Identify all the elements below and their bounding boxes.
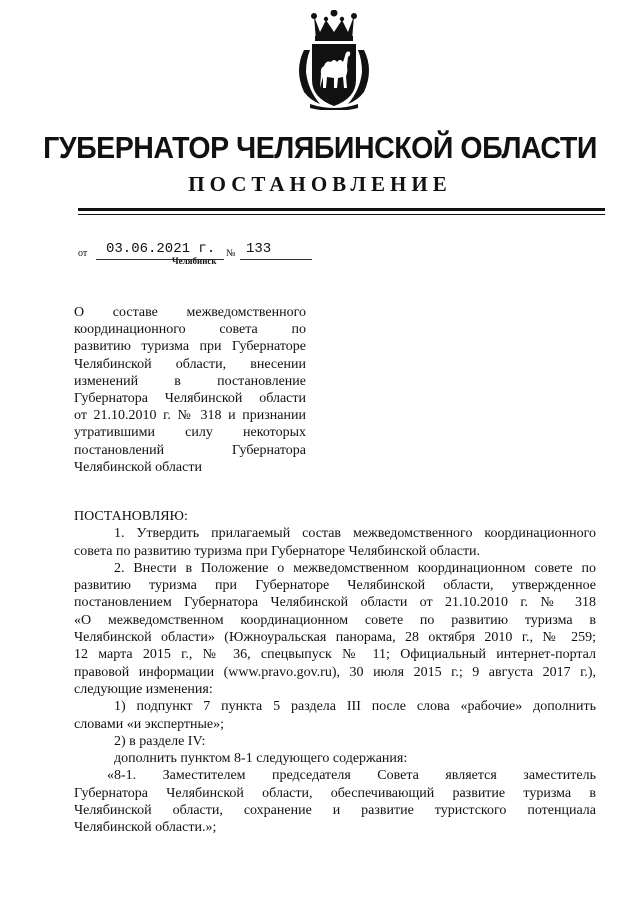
document-body	[74, 508, 596, 837]
number-underline	[240, 259, 312, 260]
body-line: Челябинской области» (Южноуральская панорама, 28 октября 2010 г., № 259;	[74, 630, 596, 646]
document-city: Челябинск	[172, 256, 217, 266]
body-line: постановлением Губернатора Челябинской области от 21.10.2010 г. № 318	[74, 595, 596, 611]
subject-line: постановлений Губернатора	[74, 442, 306, 458]
number-label: №	[226, 248, 236, 259]
subject-line: координационного совета по	[74, 322, 306, 338]
body-line: следующие изменения:	[74, 681, 213, 697]
body-line: 2) в разделе IV:	[114, 733, 206, 749]
header-rule-thin	[78, 214, 605, 215]
subject-line: Челябинской области	[74, 459, 202, 475]
subject-line: утратившими силу некоторых	[74, 425, 306, 441]
document-type: ПОСТАНОВЛЕНИЕ	[188, 172, 452, 196]
document-date: 03.06.2021 г.	[106, 241, 216, 257]
body-line: 12 марта 2015 г., № 36, спецвыпуск № 11; Официальный интернет-портал	[74, 647, 596, 663]
from-label: от	[78, 248, 88, 259]
governor-title: ГУБЕРНАТОР ЧЕЛЯБИНСКОЙ ОБЛАСТИ	[43, 130, 597, 165]
subject-line: Губернатора Челябинской области	[74, 391, 306, 407]
body-line: «О межведомственном координационном совете по развитию туризма в	[74, 612, 596, 628]
body-line: дополнить пунктом 8-1 следующего содержания:	[114, 751, 408, 767]
document-number: 133	[246, 241, 272, 257]
body-line: развитию туризма при Губернаторе Челябинской области, утвержденное	[74, 578, 596, 594]
subject-line: развитию туризма при Губернаторе	[74, 339, 306, 355]
body-line: правовой информации (www.pravo.gov.ru), 30 июля 2015 г.; 9 августа 2017 г.),	[74, 664, 596, 680]
header-rule-thick	[78, 208, 605, 211]
body-line: Челябинской области, сохранение и развитие туристского потенциала	[74, 803, 596, 819]
body-line: Челябинской области.»;	[74, 820, 217, 836]
body-line: 1. Утвердить прилагаемый состав межведомственного координационного	[114, 526, 596, 542]
document-subject	[74, 304, 306, 476]
body-line: совета по развитию туризма при Губернаторе Челябинской области.	[74, 543, 481, 559]
subject-line: О составе межведомственного	[74, 305, 306, 320]
body-line: словами «и экспертные»;	[74, 716, 225, 732]
body-line: 1) подпункт 7 пункта 5 раздела III после слова «рабочие» дополнить	[114, 699, 596, 715]
subject-line: от 21.10.2010 г. № 318 и признании	[74, 408, 306, 424]
chelyabinsk-coat-of-arms-icon	[290, 10, 378, 110]
body-line: «8-1. Заместителем председателя Совета является заместитель	[107, 768, 596, 784]
body-line: 2. Внести в Положение о межведомственном координационном совете по	[114, 560, 596, 576]
subject-line: Челябинской области, внесении	[74, 356, 306, 372]
body-line: ПОСТАНОВЛЯЮ:	[74, 509, 188, 524]
body-line: Губернатора Челябинской области, обеспечивающий развитие туризма в	[74, 785, 596, 801]
document-meta	[78, 240, 378, 262]
subject-line: изменений в постановление	[74, 373, 306, 389]
